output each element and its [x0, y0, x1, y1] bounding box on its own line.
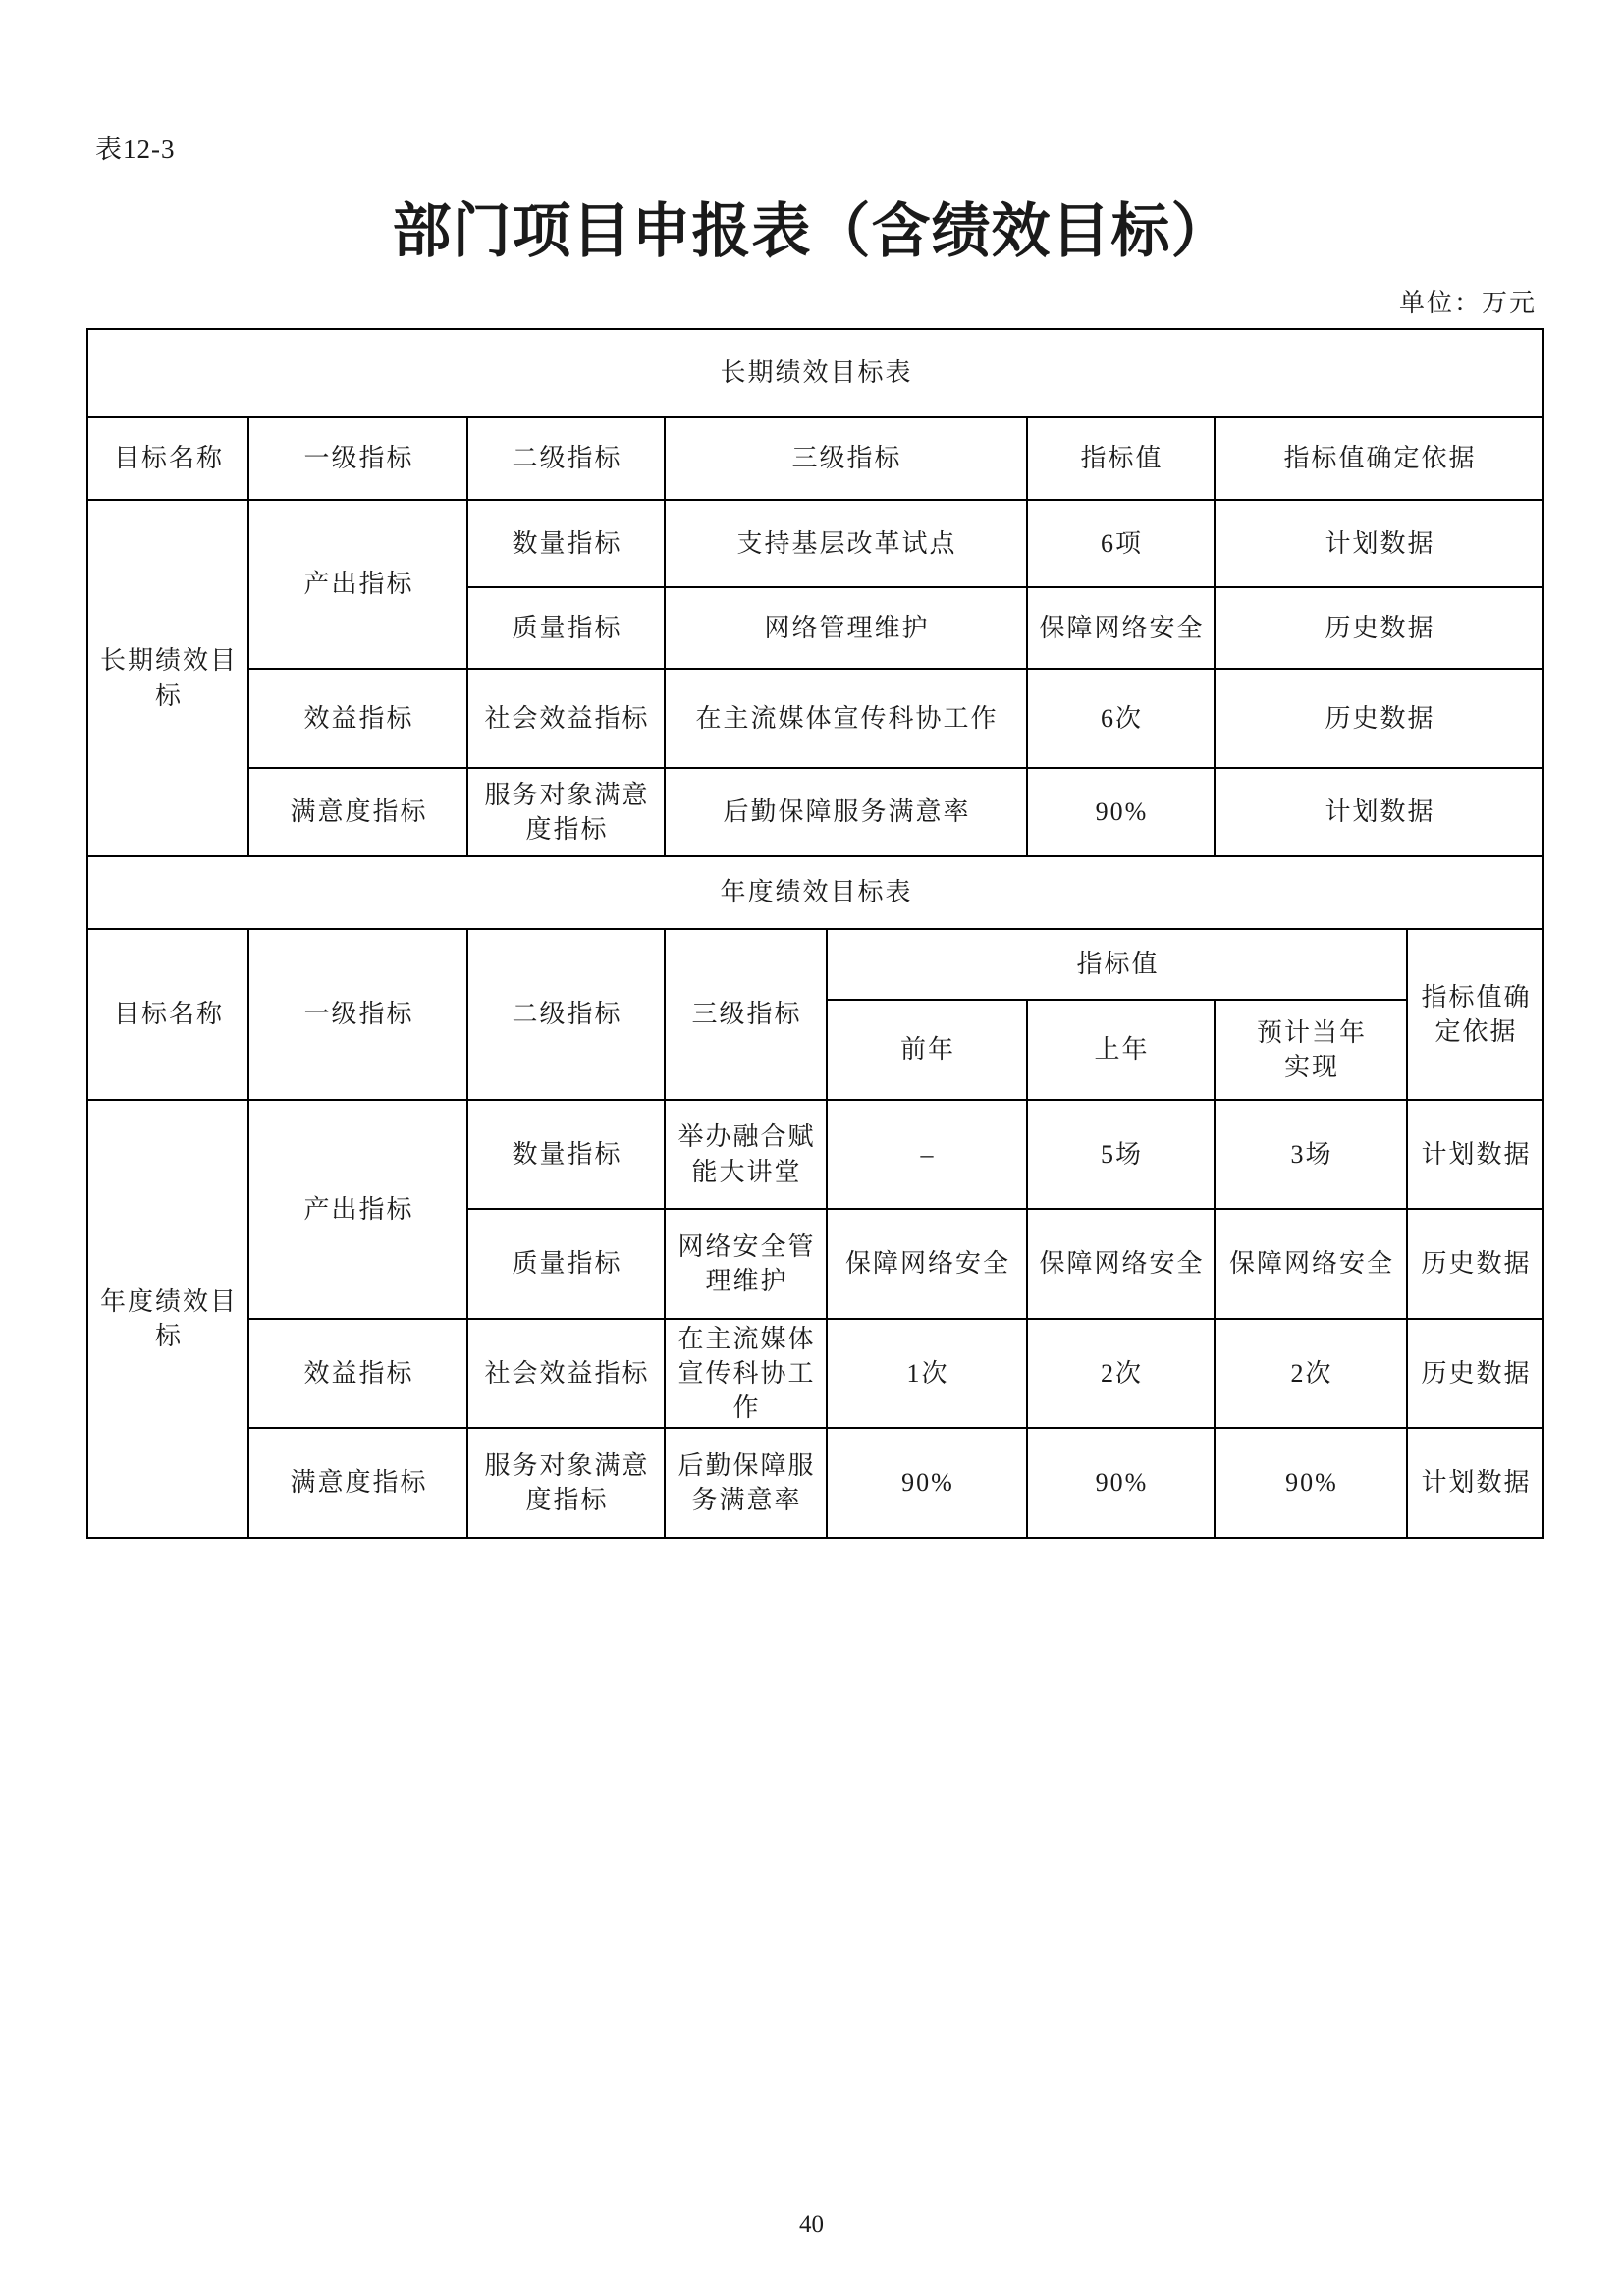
- long-term-value: 保障网络安全: [1027, 587, 1215, 669]
- long-term-level1: 满意度指标: [248, 768, 467, 856]
- annual-level3: 在主流媒体宣传科协工作: [665, 1319, 827, 1428]
- page-number: 40: [799, 2212, 824, 2238]
- long-term-level3: 在主流媒体宣传科协工作: [665, 669, 1027, 768]
- annual-expected: 保障网络安全: [1215, 1209, 1407, 1319]
- long-term-basis: 计划数据: [1215, 768, 1543, 856]
- long-term-col-value: 指标值: [1027, 417, 1215, 500]
- annual-last-year: 2次: [1027, 1319, 1215, 1428]
- annual-target-name: 年度绩效目标: [87, 1100, 248, 1538]
- annual-level1: 产出指标: [248, 1100, 467, 1319]
- annual-level2: 数量指标: [467, 1100, 665, 1209]
- long-term-level3: 网络管理维护: [665, 587, 1027, 669]
- long-term-col-level3: 三级指标: [665, 417, 1027, 500]
- annual-last-year: 保障网络安全: [1027, 1209, 1215, 1319]
- annual-level3: 网络安全管理维护: [665, 1209, 827, 1319]
- long-term-row: [87, 500, 1543, 587]
- annual-prev-year: –: [827, 1100, 1027, 1209]
- annual-expected: 90%: [1215, 1428, 1407, 1538]
- long-term-col-level2: 二级指标: [467, 417, 665, 500]
- annual-col-value: 指标值: [827, 929, 1407, 1000]
- annual-col-target-name: 目标名称: [87, 929, 248, 1100]
- annual-row: [87, 1319, 1543, 1428]
- annual-expected: 2次: [1215, 1319, 1407, 1428]
- long-term-basis: 历史数据: [1215, 669, 1543, 768]
- annual-prev-year: 保障网络安全: [827, 1209, 1027, 1319]
- annual-level1: 满意度指标: [248, 1428, 467, 1538]
- annual-level3: 举办融合赋能大讲堂: [665, 1100, 827, 1209]
- long-term-level3: 后勤保障服务满意率: [665, 768, 1027, 856]
- annual-basis: 计划数据: [1407, 1428, 1543, 1538]
- annual-col-expected-label: 预计当年实现: [1256, 1017, 1367, 1081]
- long-term-level1: 效益指标: [248, 669, 467, 768]
- long-term-header-row: [87, 417, 1543, 500]
- annual-col-level3: 三级指标: [665, 929, 827, 1100]
- long-term-row: [87, 669, 1543, 768]
- unit-label: 单位：万元: [1398, 289, 1537, 317]
- long-term-row: [87, 768, 1543, 856]
- annual-col-prev-year: 前年: [827, 1000, 1027, 1100]
- annual-level2: 社会效益指标: [467, 1319, 665, 1428]
- long-term-basis: 历史数据: [1215, 587, 1543, 669]
- long-term-level1: 产出指标: [248, 500, 467, 669]
- annual-caption-row: [87, 856, 1543, 929]
- long-term-target-name: 长期绩效目标: [87, 500, 248, 856]
- long-term-col-level1: 一级指标: [248, 417, 467, 500]
- annual-row: [87, 1100, 1543, 1209]
- annual-col-expected: [1215, 1000, 1407, 1100]
- table-number: 表12-3: [95, 135, 176, 164]
- long-term-level2: 质量指标: [467, 587, 665, 669]
- annual-caption: 年度绩效目标表: [87, 856, 1543, 929]
- long-term-value: 6项: [1027, 500, 1215, 587]
- annual-basis: 历史数据: [1407, 1209, 1543, 1319]
- long-term-caption-row: [87, 329, 1543, 417]
- annual-level2: 服务对象满意度指标: [467, 1428, 665, 1538]
- annual-expected: 3场: [1215, 1100, 1407, 1209]
- long-term-level3: 支持基层改革试点: [665, 500, 1027, 587]
- annual-header-row: [87, 929, 1543, 1000]
- annual-col-level2: 二级指标: [467, 929, 665, 1100]
- annual-col-level1: 一级指标: [248, 929, 467, 1100]
- annual-col-basis: 指标值确定依据: [1407, 929, 1543, 1100]
- long-term-level2: 服务对象满意度指标: [467, 768, 665, 856]
- annual-prev-year: 90%: [827, 1428, 1027, 1538]
- long-term-col-basis: 指标值确定依据: [1215, 417, 1543, 500]
- annual-level2: 质量指标: [467, 1209, 665, 1319]
- long-term-value: 90%: [1027, 768, 1215, 856]
- annual-row: [87, 1428, 1543, 1538]
- annual-level1: 效益指标: [248, 1319, 467, 1428]
- annual-level3: 后勤保障服务满意率: [665, 1428, 827, 1538]
- page-title: 部门项目申报表（含绩效目标）: [392, 199, 1231, 264]
- long-term-level2: 数量指标: [467, 500, 665, 587]
- long-term-basis: 计划数据: [1215, 500, 1543, 587]
- performance-target-table: [86, 328, 1544, 1539]
- annual-basis: 历史数据: [1407, 1319, 1543, 1428]
- long-term-value: 6次: [1027, 669, 1215, 768]
- annual-last-year: 90%: [1027, 1428, 1215, 1538]
- long-term-caption: 长期绩效目标表: [87, 329, 1543, 417]
- annual-basis: 计划数据: [1407, 1100, 1543, 1209]
- annual-col-last-year: 上年: [1027, 1000, 1215, 1100]
- annual-last-year: 5场: [1027, 1100, 1215, 1209]
- long-term-level2: 社会效益指标: [467, 669, 665, 768]
- annual-prev-year: 1次: [827, 1319, 1027, 1428]
- long-term-col-target-name: 目标名称: [87, 417, 248, 500]
